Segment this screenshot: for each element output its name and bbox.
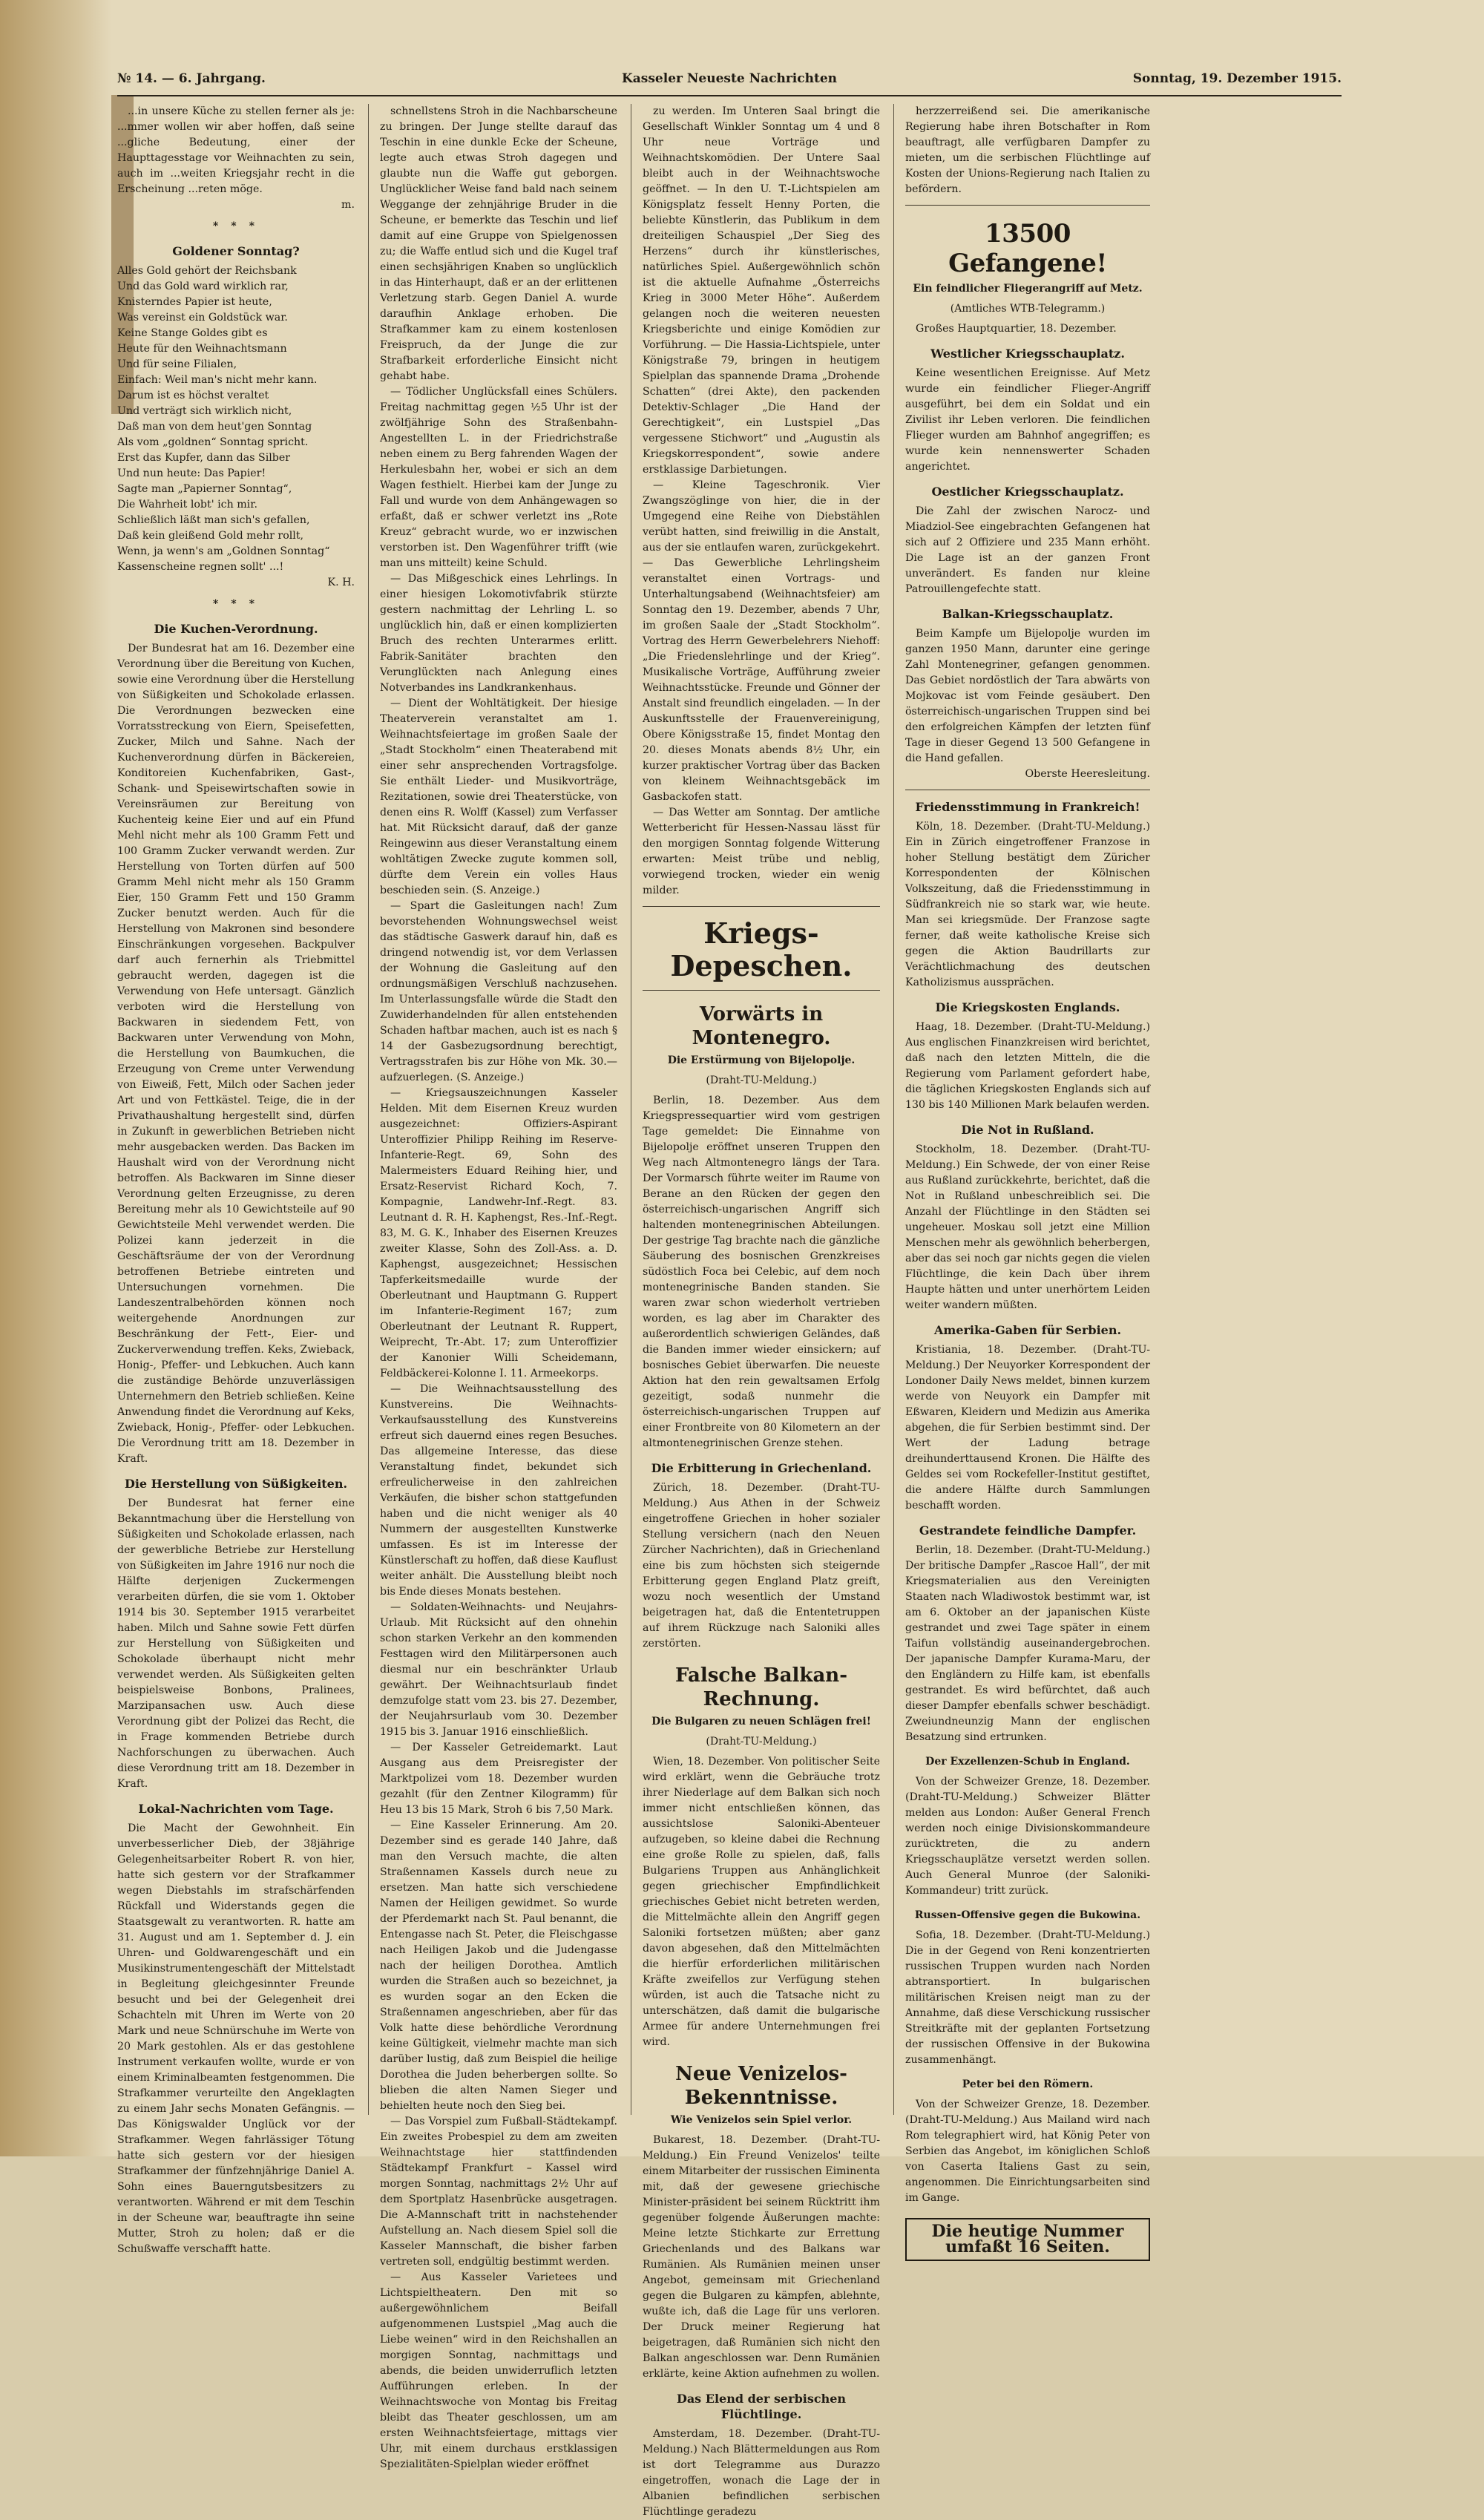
kriegs-depeschen-title: Kriegs-Depeschen. [670,916,853,982]
column-4 [905,104,1150,2257]
poem-signature: K. H. [327,577,355,588]
kriegskosten-text: Haag, 18. Dezember. (Draht-TU-Meldung.) Aus englischen Finanzkreisen wird berichtet, daß nach den letzten Mitteln, die die Regierung vom Parlament gefordert habe, die täglichen Kriegskosten Englands sich auf 130 bis 140 Millionen Mark belaufen werden. [905,1021,1150,1111]
exzellenzen-text: Von der Schweizer Grenze, 18. Dezember. (Draht-TU-Meldung.) Schweizer Blätter melden aus London: Außer General French werden noch einige Divisionskommandeure zurücktreten, die zu andern Kriegsschauplätze versetzt werden sollen. Auch General Munroe (der Saloniki-Kommandeur) tritt zurück. [905,1776,1150,1897]
balkan-kriegsschauplatz-text: Beim Kampfe um Bijelopolje wurden im ganzen 1950 Mann, darunter eine geringe Zahl Montenegriner, gefangen genommen. Das Gebiet nordöstlich der Tara abwärts von Mojkovac ist vom Feinde gesäubert. Den österreichisch-ungarischen Truppen sind bei den erfolgreichen Kämpfen der letzten fünf Tage in dieser Gegend 13 500 Gefangene in die Hand gefallen. [905,628,1150,764]
amerika-gaben-title: Amerika-Gaben für Serbien. [933,1323,1122,1337]
divider [643,990,880,991]
balkan-kriegsschauplatz-title: Balkan-Kriegsschauplatz. [942,607,1114,621]
article-text: — Kriegsauszeichnungen Kasseler Helden. Mit dem Eisernen Kreuz wurden ausgezeichnet: Offiziers-Aspirant Unteroffizier Philipp Reihing im Reserve-Infanterie-Regt. 69, Sohn des Malermeisters Eduard Reihing hier, und Ersatz-Reservist Richard Koch, 7. Kompagnie, Landwehr-Inf.-Regt. 83. Leutnant d. R. H. Kaphengst, Res.-Inf.-Regt. 83, M. G. K., Inhaber des Eisernen Kreuzes zweiter Klasse, Sohn des Zoll-Ass. a. D. Kaphengst, ausgezeichnet; Hessischen Tapferkeitsmedaille wurde der Oberleutnant und Hauptmann G. Ruppert im Infanterie-Regiment 167; zum Oberleutnant der Leutnant R. Ruppert, Weiprecht, Tr.-Abt. 17; zum Unteroffizier der Kanonier Willi Scheidemann, Feldbäckerei-Kolonne I. 11. Armeekorps. [380,1087,617,1379]
montenegro-title: Vorwärts in Montenegro. [692,1003,831,1049]
page-header [117,68,1342,96]
goldener-sonntag-poem: Alles Gold gehört der Reichsbank Und das Gold ward wirklich rar, Knisterndes Papier ist heute, Was vereinst ein Goldstück war. Keine Stange Goldes gibt es Heute für den Weihnachtsmann Und für seine Filialen, Einfach: Weil man's nicht mehr kann. Darum ist es höchst veraltet Und verträgt sich wirklich nicht, Daß man von dem heut'gen Sonntag Als vom „goldnen“ Sonntag spricht. Erst das Kupfer, dann das Silber Und nun heute: Das Papier! Sagte man „Papierner Sonntag“, Die Wahrheit lobt' ich mir. Schließlich läßt man sich's gefallen, Daß kein gleißend Gold mehr rollt, Wenn, ja wenn's am „Goldnen Sonntag“ Kassenscheine regnen sollt' ...! [117,265,330,573]
article-text: — Tödlicher Unglücksfall eines Schülers. Freitag nachmittag gegen ½5 Uhr ist der zwölfjährige Sohn des Straßenbahn-Angestellten L. in der Friedrichstraße neben einem zu Berg fahrenden Wagen der Herkulesbahn her, wobei er sich an dem Wagen festhielt. Hierbei kam der Junge zu Fall und wurde von dem Anhängewagen so erfaßt, daß er schwer verletzt ins „Rote Kreuz“ gebracht wurde, wo er inzwischen verstorben ist. Den Wagenführer trifft (wie man uns mitteilt) keine Schuld. [380,386,617,569]
serbische-fluechtlinge-text: Amsterdam, 18. Dezember. (Draht-TU-Meldung.) Nach Blättermeldungen aus Rom ist dort Telegramme aus Durazzo eingetroffen, wonach die Lage der in Albanien befindlichen serbischen Flüchtlinge geradezu [643,2428,880,2518]
page-edge-damage [0,0,111,2156]
article-text: — Eine Kasseler Erinnerung. Am 20. Dezember sind es gerade 140 Jahre, daß man den Versuch machte, die alten Straßennamen Kassels durch neue zu ersetzen. Man hatte sich verschiedene Namen der Heiligen gewidmet. So wurde der Pferdemarkt nach St. Paul benannt, die Entengasse nach St. Peter, die Fleischgasse nach Heiligen Jakob und die Judengasse nach der heiligen Dorothea. Amtlich wurden die Straßen auch so bezeichnet, ja es wurden sogar an den Ecken die Straßennamen angeschrieben, aber für das Volk hatte diese behördliche Verordnung keine Gültigkeit, vielmehr machte man sich darüber lustig, daß zum Beispiel die heilige Dorothea die Juden beherbergen sollte. So blieben die alten Namen Sieger und behielten heute noch den Sieg bei. [380,1820,617,2112]
gefangene-subtitle: Ein feindlicher Fliegerangriff auf Metz. [913,283,1143,295]
exzellenzen-title: Der Exzellenzen-Schub in England. [925,1756,1130,1768]
article-text: — Aus Kasseler Varietees und Lichtspieltheatern. Den mit so außergewöhnlichem Beifall aufgenommenen Lustspiel „Mag auch die Liebe weinen“ wird in den Reichshallen an morgigen Sonntag, nachmittags und abends, die beiden unwiderruflich letzten Aufführungen erleben. In der Weihnachtswoche von Montag bis Freitag bleibt das Theater geschlossen, um am ersten Weihnachtsfeiertage, mittags vier Uhr, mit einem durchaus erstklassigen Spezialitäten-Spielplan wieder eröffnet [380,2271,617,2470]
not-russland-title: Die Not in Rußland. [961,1123,1094,1137]
article-text: schnellstens Stroh in die Nachbarscheune zu bringen. Der Junge stellte darauf das Teschin in eine dunkle Ecke der Scheune, legte auch etwas Stroh dagegen und glaubte nun die Waffe gut geborgen. Unglücklicher Weise fand bald nach seinem Weggange der zehnjährige Bruder in die Scheune, er bemerkte das Teschin und lief damit auf eine Gruppe von Spielgenossen zu; die Waffe entlud sich und die Kugel traf einen sechsjährigen Knaben so unglücklich in das Hinterhaupt, daß er an der erlittenen Verletzung starb. Gegen Daniel A. wurde daraufhin Anklage erhoben. Die Strafkammer kam zu einem kostenlosen Freispruch, da der Junge die zur Strafbarkeit erforderliche Einsicht nicht gehabt habe. [380,105,617,382]
griechenland-title: Die Erbitterung in Griechenland. [651,1461,872,1475]
article-text: — Der Kasseler Getreidemarkt. Laut Ausgang aus dem Preisregister der Marktpolizei vom 18. Dezember wurden gezahlt (für den Zentner Kilogramm) für Heu 13 bis 15 Mark, Stroh 6 bis 7,50 Mark. [380,1742,617,1816]
westlicher-title: Westlicher Kriegsschauplatz. [930,347,1125,361]
not-russland-text: Stockholm, 18. Dezember. (Draht-TU-Meldung.) Ein Schwede, der von einer Reise aus Rußland zurückkehrte, berichtet, daß die Not in Rußland unbeschreiblich sei. Die Anzahl der Flüchtlinge in den Städten sei ungeheuer. Moskau soll jetzt eine Million Menschen mehr als gewöhnlich beherbergen, aber das sei noch gar nichts gegen die vielen Flüchtlinge, die kein Dach über ihrem Haupte hätten und unter unerhörtem Leiden weiter wandern müßten. [905,1143,1150,1311]
article-text: zu werden. Im Unteren Saal bringt die Gesellschaft Winkler Sonntag um 4 und 8 Uhr neue Vorträge und Weihnachtskomödien. Der Untere Saal bleibt auch in der Weihnachtswoche geöffnet. — In den U. T.-Lichtspielen am Königsplatz fesselt Henny Porten, die beliebte Künstlerin, das Publikum in dem dreiteiligen Schauspiel „Der Sieg des Herzens“ durch ihr künstlerisches, natürliches Spiel. Außergewöhnlich schön ist die aktuelle Aufnahme „Österreichs Krieg in 3000 Meter Höhe“. Außerdem gelangen noch die weiteren neuesten Kriegsberichte und einige Komödien zur Vorführung. — Die Hassia-Lichtspiele, unter Königstraße 79, bringen in heutigem Spielplan das spannende Drama „Drohende Schatten“ (drei Akte), den packenden Detektiv-Schlager „Die Hand der Gerechtigkeit“, ein Lustspiel „Das vergessene Stichwort“ und „Augustin als Kriegskorrespondent“, sowie andere erstklassige Darbietungen. [643,105,880,476]
separator-stars: * * * [212,220,260,232]
venizelos-title: Neue Venizelos-Bekenntnisse. [675,2063,847,2109]
amerika-gaben-text: Kristiania, 18. Dezember. (Draht-TU-Meldung.) Der Neuyorker Korrespondent der Londoner Daily News meldet, binnen kurzem werde von Neuyork ein Dampfer mit Eßwaren, Kleidern und Medizin aus Amerika abgehen, die für Serbien bestimmt sind. Der Wert der Ladung betrage dreihunderttausend Kronen. Die Hälfte des Geldes sei vom Rockefeller-Institut gestiftet, die andere Hälfte durch Sammlungen beschafft worden. [905,1344,1150,1512]
intro-paragraph: ...in unsere Küche zu stellen ferner als je: ...mmer wollen wir aber hoffen, daß seine ...gliche Bedeutung, einer der Haupttagesstage vor Weihnachten zu sein, auch im ...weiten Kriegsjahr recht in die Erscheinung ...reten möge. [117,105,355,195]
column-3 [643,104,880,2518]
article-text: herzzerreißend sei. Die amerikanische Regierung habe ihren Botschafter in Rom beauftragt, alle verfügbaren Dampfer zu mieten, um die serbischen Flüchtlinge auf Kosten der Unions-Regierung nach Italien zu befördern. [905,105,1150,195]
lokal-title: Lokal-Nachrichten vom Tage. [138,1802,334,1816]
balkan-rechnung-source: (Draht-TU-Meldung.) [706,1736,817,1748]
goldener-sonntag-title: Goldener Sonntag? [172,244,300,258]
issue-number: № 14. — 6. Jahrgang. [117,71,266,86]
balkan-rechnung-text: Wien, 18. Dezember. Von politischer Seite wird erklärt, wenn die Gebräuche trotz ihrer Niederlage auf dem Balkan sich noch immer nicht entschließen können, das aussichtslose Saloniki-Abenteuer aufzugeben, so kleine dabei die Rechnung eine große Rolle zu spielen, daß, falls Bulgariens Truppen aus Anhänglichkeit gegen griechischer Empfindlichkeit griechisches Gebiet nicht betreten werden, die Mittelmächte allein den Angriff gegen Saloniki fortsetzen müßten; aber ganz davon abgesehen, daß den Mittelmächten die hierfür erforderlichen militärischen Kräfte zweifellos zur Verfügung stehen würden, ist auch die Tatsache nicht zu unterschätzen, daß damit die bulgarische Armee für andere Unternehmungen frei wird. [643,1756,880,2048]
kriegskosten-title: Die Kriegskosten Englands. [935,1000,1120,1014]
divider [905,205,1150,206]
oestlicher-title: Oestlicher Kriegsschauplatz. [931,485,1124,499]
separator-stars: * * * [212,598,260,610]
dampfer-title: Gestrandete feindliche Dampfer. [919,1523,1137,1538]
montenegro-text: Berlin, 18. Dezember. Aus dem Kriegspressequartier wird vom gestrigen Tage gemeldet: Die Einnahme von Bijelopolje eröffnet unseren Truppen den Weg nach Altmontenegro längs der Tara. Der Vormarsch führte weiter im Raume von Berane an den Rücken der gegen den österreichisch-ungarischen Angriff sich haltenden montenegrinischen Abteilungen. Der gestrige Tag brachte nach die gänzliche Säuberung des bosnischen Grenzkreises südöstlich Foca bei Celebic, auf dem noch montenegrinische Banden standen. Sie waren zwar schon wiederholt vertrieben worden, es lag aber im Charakter des außerordentlich schwierigen Geländes, daß die Banden immer wieder einsickern; auf bosnisches Gebiet überwarfen. Die neueste Aktion hat den rein gewaltsamen Erfolg gezeitigt, sodaß nunmehr die österreichisch-ungarischen Truppen auf einer Frontbreite von 80 Kilometern an der altmontenegrinischen Grenze stehen. [643,1095,880,1449]
issue-date: Sonntag, 19. Dezember 1915. [1132,71,1342,86]
masthead-title: Kasseler Neueste Nachrichten [621,71,837,86]
venizelos-subtitle: Wie Venizelos sein Spiel verlor. [670,2114,853,2126]
oestlicher-text: Die Zahl der zwischen Narocz- und Miadziol-See eingebrachten Gefangenen hat sich auf 2 Offiziere und 235 Mann erhöht. Die Lage ist an der ganzen Front unverändert. Es fanden nur kleine Patrouillengefechte statt. [905,505,1150,595]
article-text: — Spart die Gasleitungen nach! Zum bevorstehenden Wohnungswechsel weist das städtische Gaswerk darauf hin, daß es dringend notwendig ist, vor dem Verlassen der Wohnung die Gasleitung auf den ordnungsmäßigen Verschluß nachzusehen. Im Unterlassungsfalle würde die Stadt den Zuwiderhandelnden für allen entstehenden Schaden haftbar machen, auch ist es nach § 14 der Gasbezugsordnung berechtigt, Vertragsstrafen bis zur Höhe von Mk. 30.— aufzuerlegen. (S. Anzeige.) [380,900,617,1083]
article-text: — Dient der Wohltätigkeit. Der hiesige Theaterverein veranstaltet am 1. Weihnachtsfeiertage im großen Saale der „Stadt Stockholm“ einen Theaterabend mit einer sehr ansprechenden Vortragsfolge. Sie enthält Lieder- und Musikvorträge, Rezitationen, sowie drei Theaterstücke, von denen eins R. Wolff (Kassel) zum Verfasser hat. Mit Rücksicht darauf, daß der ganze Reingewinn aus dieser Veranstaltung einem wohltätigen Zwecke zugute kommen soll, dürfte dem Verein ein volles Haus beschieden sein. (S. Anzeige.) [380,698,617,896]
friedensstimmung-title: Friedensstimmung in Frankreich! [915,800,1140,814]
hauptquartier-line: Großes Hauptquartier, 18. Dezember. [916,323,1117,335]
article-text: — Kleine Tageschronik. Vier Zwangszöglinge von hier, die in der Umgegend eine Reihe von Diebstählen verübt hatten, sind freiwillig in die Anstalt, aus der sie entlaufen waren, zurückgekehrt. — Das Gewerbliche Lehrlingsheim veranstaltet einen Vortrags- und Unterhaltungsabend (Weihnachtsfeier) am Sonntag den 19. Dezember, abends 7 Uhr, im großen Saale der „Stadt Stockholm“. Vortrag des Herrn Gewerbelehrers Niehoff: „Die Friedenslehrlinge und der Krieg“. Musikalische Vorträge, Aufführung zweier Weihnachtsstücke. Freunde und Gönner der Anstalt sind freundlich eingeladen. — In der Auskunftsstelle der Frauenvereinigung, Obere Königsstraße 15, findet Montag den 20. dieses Monats abends 8½ Uhr, ein kurzer praktischer Vortrag über das Backen von kleinem Weihnachtsgebäck im Gasbackofen statt. [643,479,880,803]
column-rule [893,104,894,2115]
friedensstimmung-text: Köln, 18. Dezember. (Draht-TU-Meldung.) Ein in Zürich eingetroffener Franzose in hoher Stellung bestätigt dem Züricher Korrespondenten der Kölnischen Volkszeitung, daß die Friedensstimmung in Südfrankreich nie so stark war, wie heute. Man sei kriegsmüde. Der Franzose sagte ferner, daß weite katholische Kreise sich gegen die Aktion Baudrillarts zur Verächtlichmachung des deutschen Katholizismus aussprächen. [905,821,1150,988]
column-2 [380,104,617,2470]
gefangene-source: (Amtliches WTB-Telegramm.) [950,303,1106,315]
dampfer-text: Berlin, 18. Dezember. (Draht-TU-Meldung.) Der britische Dampfer „Rascoe Hall“, der mit Kriegsmaterialien aus den Vereinigten Staaten nach Wladiwostok bestimmt war, ist am 6. Oktober an der japanischen Küste gestrandet und zwei Tage später in einem Taifun vollständig auseinandergebrochen. Der japanische Dampfer Kurama-Maru, der den Engländern zu Hilfe kam, ist ebenfalls gestrandet. Es wird befürchtet, daß auch dieser Dampfer ebenfalls schwer beschädigt. Zweiundneunzig Mann der englischen Besatzung sind ertrunken. [905,1544,1150,1743]
russen-offensive-title: Russen-Offensive gegen die Bukowina. [914,1909,1141,1921]
article-text: — Das Vorspiel zum Fußball-Städtekampf. Ein zweites Probespiel zu dem am zweiten Weihnachtstage hier stattfindenden Städtekampf Frankfurt – Kassel wird morgen Sonntag, nachmittags 2½ Uhr auf dem Sportplatz Hasenbrücke ausgetragen. Die A-Mannschaft tritt in nachstehender Aufstellung an. Nach diesem Spiel soll die Kasseler Mannschaft, die bisher farben vertreten soll, endgültig bestimmt werden. [380,2116,617,2268]
griechenland-text: Zürich, 18. Dezember. (Draht-TU-Meldung.) Aus Athen in der Schweiz eingetroffene Griechen in hoher sozialer Stellung versichern (nach den Neuen Zürcher Nachrichten), daß in Griechenland eine bis zum höchsten sich steigernde Erbitterung gegen England Platz greift, wozu noch wesentlich der Umstand beigetragen hat, daß die Ententetruppen auf ihrem Rückzuge nach Saloniki alles zerstörten. [643,1482,880,1650]
heeresleitung-signature: Oberste Heeresleitung. [1025,768,1150,780]
venizelos-text: Bukarest, 18. Dezember. (Draht-TU-Meldung.) Ein Freund Venizelos' teilte einem Mitarbeiter der russischen Eiminenta mit, daß der gewesene griechische Minister-präsident bei seinem Rücktritt ihm gegenüber folgende Äußerungen machte: Meine letzte Stichkarte zur Errettung Griechenlands und des Balkans war Rumänien. Als Rumänien meinen unser Angebot, gemeinsam mit Griechenland gegen die Bulgaren zu kämpfen, ablehnte, wußte ich, daß die Lage für uns verloren. Der Druck meiner Regierung hat beigetragen, daß Rumänien sich nicht den Balkan angeschlossen war. Denn Rumänien erklärte, keine Aktion aufnehmen zu wollen. [643,2134,880,2380]
montenegro-subtitle: Die Erstürmung von Bijelopolje. [667,1054,856,1066]
intro-signature: m. [341,199,355,211]
article-text: — Das Wetter am Sonntag. Der amtliche Wetterbericht für Hessen-Nassau lässt für den morgigen Sonntag folgende Witterung erwarten: Meist trübe und neblig, vorwiegend trocken, wieder ein wenig milder. [643,807,880,896]
suessigkeiten-text: Der Bundesrat hat ferner eine Bekanntmachung über die Herstellung von Süßigkeiten und Schokolade erlassen, nach der gewerbliche Betriebe zur Herstellung von Süßigkeiten im Jahre 1916 nur noch die Hälfte derjenigen Zuckermengen verarbeiten dürfen, die sie vom 1. Oktober 1914 bis 30. September 1915 verarbeitet haben. Milch und Sahne sowie Fett dürfen zur Herstellung von Süßigkeiten und Schokolade überhaupt nicht mehr verwendet werden. Als Süßigkeiten gelten beispielsweise Bonbons, Pralinees, Marzipansachen usw. Auch diese Verordnung gibt der Polizei das Recht, die in Frage kommenden Betriebe durch Nachforschungen zu überwachen. Auch diese Verordnung tritt am 18. Dezember in Kraft. [117,1497,355,1790]
page-count-box: Die heutige Nummer umfaßt 16 Seiten. [905,2218,1150,2261]
kuchen-text: Der Bundesrat hat am 16. Dezember eine Verordnung über die Bereitung von Kuchen, sowie eine Verordnung über die Herstellung von Süßigkeiten und Schokolade erlassen. Die Verordnungen bezwecken eine Vorratsstreckung von Eiern, Speisefetten, Zucker, Milch und Sahne. Nach der Kuchenverordnung dürfen in Bäckereien, Konditoreien Kuchenfabriken, Gast-, Schank- und Speisewirtschaften sowie in Vereinsräumen zur Bereitung von Kuchenteig keine Eier und auf ein Pfund Mehl nicht mehr als 100 Gramm Fett und 100 Gramm Zucker verwandt werden. Zur Herstellung von Torten dürfen auf 500 Gramm Mehl nicht mehr als 150 Gramm Eier, 150 Gramm Fett und 150 Gramm Zucker benutzt werden. Auch für die Herstellung von Makronen sind besondere Einschränkungen vorgesehen. Backpulver darf auch fernerhin als Triebmittel gebraucht werden, dagegen ist die Verwendung von Hefe untersagt. Gänzlich verboten wird die Herstellung von Backwaren in siedendem Fett, von Backwaren unter Verwendung von Mohn, die Herstellung von Baumkuchen, die Erzeugung von Creme unter Verwendung von Eiweiß, Fett, Milch oder Sachen jeder Art und von Fettkästel. Teige, die in der Privathaushaltung hergestellt sind, dürfen in Zukunft in gewerblichen Betrieben nicht mehr ausgebacken werden. Das Backen im Haushalt wird von der Verordnung nicht betroffen. Als Backwaren im Sinne dieser Verordnung gelten Erzeugnisse, zu deren Bereitung mehr als 10 Gewichtsteile auf 90 Gewichtsteile Mehl verwendet werden. Die Polizei kann jederzeit in die Geschäftsräume der von der Verordnung betroffenen Betriebe eintreten und Untersuchungen vornehmen. Die Landeszentralbehörden können noch weitergehende Anordnungen zur Beschränkung der Fett-, Eier- und Zuckerverwendung treffen. Keks, Zwieback, Honig-, Pfeffer- und Lebkuchen. Auch kann die zuständige Behörde unzuverlässigen Unternehmern den Betrieb schließen. Keine Anwendung findet die Verordnung auf Keks, Zwieback, Honig-, Pfeffer- oder Lebkuchen. Die Verordnung tritt am 18. Dezember in Kraft. [117,643,355,1465]
divider [643,906,880,907]
column-rule [368,104,369,2115]
column-1 [117,104,355,2255]
montenegro-source: (Draht-TU-Meldung.) [706,1074,817,1086]
russen-offensive-text: Sofia, 18. Dezember. (Draht-TU-Meldung.) Die in der Gegend von Reni konzentrierten russischen Truppen wurden nach Norden abtransportiert. In bulgarischen militärischen Kreisen neigt man zu der Annahme, daß diese Verschickung russischer Streitkräfte mit der geplanten Fortsetzung der russischen Offensive in der Bukowina zusammenhängt. [905,1929,1150,2066]
peter-title: Peter bei den Römern. [962,2078,1094,2090]
lokal-text: Die Macht der Gewohnheit. Ein unverbesserlicher Dieb, der 38jährige Gelegenheitsarbeiter Robert R. von hier, hatte sich gestern vor der Strafkammer wegen Diebstahls im strafschärfenden Rückfall und Widerstands gegen die Staatsgewalt zu verantworten. R. hatte am 31. August und am 1. September d. J. ein Uhren- und Goldwarengeschäft und ein Musikinstrumentengeschäft der Mittelstadt in Begleitung gleichgesinnter Freunde besucht und bei der Gelegenheit drei Schachteln mit Uhren im Werte von 20 Mark und neue Schnürschuhe im Werte von 20 Mark gestohlen. Als er das gestohlene Instrument verkaufen wollte, wurde er von einem Kriminalbeamten festgenommen. Die Strafkammer verurteilte den Angeklagten zu einem Jahr sechs Monaten Gefängnis. — Das Königswalder Unglück vor der Strafkammer. Wegen fahrlässiger Tötung hatte sich gestern vor der hiesigen Strafkammer der fünfzehnjährige Daniel A. Sohn eines Bauerngutsbesitzers zu verantworten. Während er mit dem Teschin in der Scheune war, beauftragte ihn seine Mutter, Stroh zu holen; daß er die Schußwaffe verschafft hatte. [117,1822,355,2255]
balkan-rechnung-subtitle: Die Bulgaren zu neuen Schlägen frei! [651,1716,871,1727]
article-text: — Soldaten-Weihnachts- und Neujahrs-Urlaub. Mit Rücksicht auf den ohnehin schon starken Verkehr an den kommenden Festtagen wird den Militärpersonen auch diesmal nur ein beschränkter Urlaub gewährt. Der Weihnachtsurlaub findet demzufolge statt vom 23. bis 27. Dezember, der Neujahrsurlaub vom 30. Dezember 1915 bis 3. Januar 1916 einschließlich. [380,1601,617,1738]
balkan-rechnung-title: Falsche Balkan-Rechnung. [675,1664,847,1710]
westlicher-text: Keine wesentlichen Ereignisse. Auf Metz wurde ein feindlicher Flieger-Angriff ausgeführt, bei dem ein Soldat und ein Zivilist ihr Leben verloren. Die feindlichen Flieger wurden am Bahnhof angegriffen; es wurde kein nennenswerter Schaden angerichtet. [905,367,1150,473]
peter-text: Von der Schweizer Grenze, 18. Dezember. (Draht-TU-Meldung.) Aus Mailand wird nach Rom telegraphiert wird, hat König Peter von Serbien das Angebot, im königlichen Schloß von Caserta Italiens Gast zu sein, angenommen. Die Einrichtungsarbeiten sind im Gange. [905,2099,1150,2204]
kuchen-title: Die Kuchen-Verordnung. [154,622,318,636]
article-text: — Das Mißgeschick eines Lehrlings. In einer hiesigen Lokomotivfabrik stürzte gestern nachmittag der Lehrling L. so unglücklich hin, daß er einen komplizierten Bruch des rechten Unterarmes erlitt. Fabrik-Sanitäter brachten den Verunglückten nach Anlegung eines Notverbandes ins Landkrankenhaus. [380,573,617,694]
gefangene-headline: 13500 Gefangene! [948,219,1107,278]
article-text: — Die Weihnachtsausstellung des Kunstvereins. Die Weihnachts-Verkaufsausstellung des Kunstvereins erfreut sich dauernd eines regen Besuches. Das allgemeine Interesse, das diese Veranstaltung findet, bekundet sich erfreulicherweise in den zahlreichen Verkäufen, die bisher schon stattgefunden haben und die nicht weniger als 40 Nummern der ausgestellten Kunstwerke umfassen. Es ist im Interesse der Künstlerschaft zu hoffen, daß diese Kauflust weiter anhält. Die Ausstellung bleibt noch bis Ende dieses Monats bestehen. [380,1383,617,1598]
suessigkeiten-title: Die Herstellung von Süßigkeiten. [124,1477,348,1491]
serbische-fluechtlinge-title: Das Elend der serbischen Flüchtlinge. [676,2392,847,2421]
